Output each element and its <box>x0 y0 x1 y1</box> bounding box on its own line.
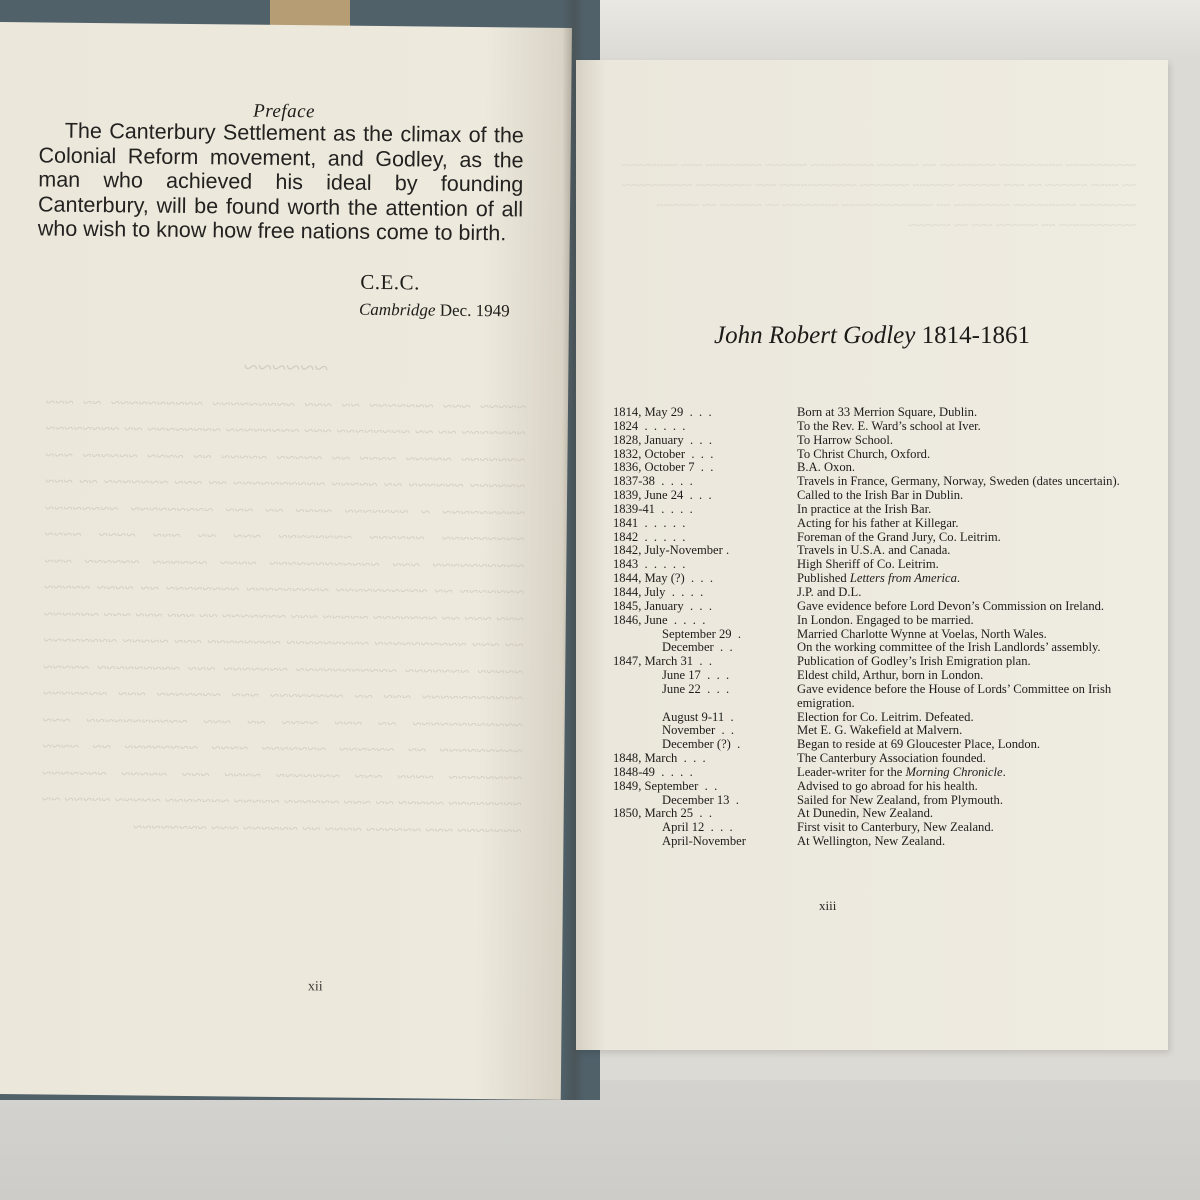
chronology-date: 1848, March . . . <box>613 752 706 766</box>
chronology-date: June 22 . . . <box>662 682 730 696</box>
chronology-row <box>613 489 1133 503</box>
running-head: Preface <box>253 100 316 123</box>
chronology-date: 1848-49 . . . . <box>613 765 693 779</box>
chronology-event: Called to the Irish Bar in Dublin. <box>797 488 964 503</box>
chronology-event: The Canterbury Association founded. <box>797 751 986 766</box>
chronology-row <box>613 752 1133 766</box>
chronology-date: 1839-41 . . . . <box>613 502 693 516</box>
chronology-event: At Dunedin, New Zealand. <box>797 806 934 821</box>
chronology-row <box>613 738 1133 752</box>
chronology-event: Met E. G. Wakefield at Malvern. <box>797 723 963 738</box>
chronology-list <box>613 406 1133 849</box>
chronology-event: Eldest child, Arthur, born in London. <box>797 668 984 683</box>
chronology-row <box>613 586 1133 600</box>
signoff-place: Cambridge <box>358 299 436 320</box>
chronology-row <box>613 669 1133 683</box>
cover-label-tab <box>270 0 350 26</box>
chronology-date: 1849, September . . <box>613 779 718 793</box>
chronology-date: 1843 . . . . . <box>613 558 686 572</box>
chronology-title <box>576 322 1168 350</box>
chronology-row <box>613 544 1133 558</box>
chronology-event: Married Charlotte Wynne at Voelas, North Wales. <box>797 626 1047 641</box>
title-years: 1814-1861 <box>921 322 1030 349</box>
chronology-event <box>797 572 1133 586</box>
chronology-date: 1850, March 25 . . <box>613 807 712 821</box>
chronology-date: 1844, July . . . . <box>613 585 704 599</box>
chronology-event: First visit to Canterbury, New Zealand. <box>797 820 994 835</box>
chronology-event: Foreman of the Grand Jury, Co. Leitrim. <box>797 529 1001 544</box>
chronology-row <box>613 517 1133 531</box>
chronology-event: Election for Co. Leitrim. Defeated. <box>797 709 974 724</box>
place-date-line <box>359 300 510 322</box>
chronology-row <box>613 724 1133 738</box>
title-name: John Robert Godley <box>714 322 916 349</box>
chronology-event: Travels in U.S.A. and Canada. <box>797 543 951 558</box>
chronology-row <box>613 614 1133 628</box>
page-number-right: xiii <box>819 898 837 913</box>
chronology-date: 1839, June 24 . . . <box>613 489 712 503</box>
chronology-row <box>613 420 1133 434</box>
chronology-date: 1824 . . . . . <box>613 419 686 433</box>
chronology-event: B.A. Oxon. <box>797 460 856 475</box>
chronology-date: November . . <box>662 724 735 738</box>
chronology-date: 1846, June . . . . <box>613 613 706 627</box>
chronology-row <box>613 780 1133 794</box>
chronology-row <box>613 766 1133 780</box>
chronology-row <box>613 821 1133 835</box>
chronology-date: 1847, March 31 . . <box>613 655 712 669</box>
chronology-date: September 29 . <box>662 627 742 641</box>
chronology-date: June 17 . . . <box>662 669 730 683</box>
chronology-event: In practice at the Irish Bar. <box>797 501 932 516</box>
left-page <box>0 22 572 1100</box>
chronology-date: April-November <box>662 835 746 849</box>
chronology-row <box>613 683 1133 711</box>
chronology-date: August 9-11 . <box>662 710 734 724</box>
chronology-event: Sailed for New Zealand, from Plymouth. <box>797 792 1004 807</box>
chronology-date: 1842, July-November . <box>613 544 730 558</box>
chronology-event: High Sheriff of Co. Leitrim. <box>797 557 939 572</box>
chronology-row <box>613 835 1133 849</box>
chronology-row <box>613 531 1133 545</box>
chronology-event: Gave evidence before the House of Lords’ Committee on Irish emigration. <box>797 681 1112 710</box>
chronology-date: 1845, January . . . <box>613 599 712 613</box>
chronology-event: Travels in France, Germany, Norway, Sweden (dates uncertain). <box>797 474 1120 489</box>
chronology-row <box>613 448 1133 462</box>
right-page <box>576 60 1168 1050</box>
event-italic-title: Morning Chronicle <box>905 764 1003 779</box>
chronology-row <box>613 641 1133 655</box>
chronology-row <box>613 600 1133 614</box>
chronology-event: To Christ Church, Oxford. <box>797 446 931 461</box>
preface-paragraph: The Canterbury Settlement as the climax of the Colonial Reform movement, and Godley, as the man who achieved his ideal by founding Canterbury, will be found worth the attention of all who wish to know how free nations come to birth. <box>37 118 524 246</box>
event-italic-title: Letters from America <box>849 571 957 586</box>
chronology-event: On the working committee of the Irish Landlords’ assembly. <box>797 640 1101 655</box>
chronology-row <box>613 572 1133 586</box>
chronology-date: December 13 . <box>662 793 739 807</box>
chronology-date: 1814, May 29 . . . <box>613 406 712 419</box>
event-text: Published <box>797 571 850 586</box>
show-through-text: ~~~~~~ ~~~~~ ~~~ ~~~~~~~ ~~ ~~~ ~~~~~~~~~ ~~~~~~~~~~ ~~ ~~~ ~~~~~~~ ~~ ~~ ~~~~~~~~ ~~~ ~~~~~~~~ ~~~~~~~~ ~~ ~~~~~~~~ ~~~~~~~ ~~~~~ ~~~~ ~~ ~~~~~ ~~~~~ ~~ ~~~~ ~~~~~~ ~~~ ~~~~~~ ~~~~~~ ~~ ~~~~~ ~~~~~~~~~~ ~~ ~~~ ~~~~~~~ ~~ ~~~ ~~~~~~~~~ ~ ~~~~~~~ ~~~~ ~~ ~~~ ~~~~~~~~~ ~~~~~~~~ ~~~~~~~~~ ~~~~~~ ~~~~~~~~ ~~~ ~~ ~~~ ~~~~ ~~~~ ~~~~~~~~~~ ~~~ ~~~~~~~~~~~~ ~~~~ ~~~~~~ ~~~~~~ ~~~ ~~~~~~~ ~~ ~~~~~~~~~~ ~~~~~~~~~ ~~~~~~~~ ~~ ~~~~ ~~~~~ ~~~ ~~~ ~~ ~~~~~~~ ~~~~~ ~~~ ~~~~~~~ ~~ ~~~ ~~~ ~~~ ~~~~~~ ~~ ~~~ ~~~~~~~~~~ ~~~~~~~~~ ~~~~~~~~ ~~~ ~~~~~ ~~~~~~~~ ~~~~~ ~~~~~~~ ~~~~~~~~~~~ ~~~~~~~ ~~~ ~~~~~~~~~ ~~~~~ ~~~~~~~~~~~ ~~~ ~~ ~~~~~~~~ ~~~ ~~~~~~~ ~~~ ~~~~~~~ ~~~~~~~~~~~~ ~~ ~~~ ~~~~ ~~ ~~~ ~~~~~~~~~~~ ~~~ ~~~~~~~~~ ~~ ~~~~~~ ~~~~~~~ ~~~~ ~~~~~~~~ ~~ ~~~~ ~~~~~~~~ ~~~~ ~~~ ~~~~~~~ ~~~~ ~~~ ~~~~~ ~~~~~~~ ~~~~~~~~ ~~~~~ ~~ ~~~ ~~~~~~ ~~~~~ ~~~~~~~ ~~~~~ ~~~~~ ~~ ~~~~~~~ ~~~ ~~~~~~ ~~~~ ~~ ~~~~~~ ~~~ ~~~~~~~~ <box>41 352 527 841</box>
chronology-row <box>613 711 1133 725</box>
chronology-date: 1832, October . . . <box>613 447 714 461</box>
chronology-event: To the Rev. E. Ward’s school at Iver. <box>797 418 981 433</box>
chronology-row <box>613 434 1133 448</box>
event-text: . <box>956 571 961 586</box>
chronology-date: 1836, October 7 . . <box>613 461 714 475</box>
chronology-event: Born at 33 Merrion Square, Dublin. <box>797 405 978 419</box>
chronology-row <box>613 807 1133 821</box>
chronology-row <box>613 475 1133 489</box>
chronology-row <box>613 558 1133 572</box>
chronology-row <box>613 628 1133 642</box>
chronology-date: 1842 . . . . . <box>613 530 686 544</box>
chronology-event: In London. Engaged to be married. <box>797 612 974 627</box>
chronology-row <box>613 655 1133 669</box>
chronology-row <box>613 406 1133 420</box>
chronology-event: Began to reside at 69 Gloucester Place, London. <box>797 737 1041 752</box>
chronology-date: December (?) . <box>662 738 741 752</box>
page-number-left: xii <box>307 979 323 995</box>
chronology-row <box>613 461 1133 475</box>
signoff-date: Dec. 1949 <box>439 300 510 321</box>
chronology-event: At Wellington, New Zealand. <box>797 834 946 849</box>
chronology-event: Advised to go abroad for his health. <box>797 778 978 793</box>
chronology-event: J.P. and D.L. <box>797 584 862 599</box>
chronology-date: 1841 . . . . . <box>613 516 686 530</box>
chronology-event: Gave evidence before Lord Devon’s Commission on Ireland. <box>797 598 1105 613</box>
event-text: Leader-writer for the <box>797 764 906 779</box>
chronology-row <box>613 794 1133 808</box>
author-initials: C.E.C. <box>360 269 421 295</box>
chronology-event <box>797 766 1133 780</box>
chronology-date: 1828, January . . . <box>613 433 712 447</box>
show-through-text: ~~~~~~~~~~ ~~~~~~~~~ ~~~~~~~~ ~~ ~~~~~~ ~~~~~~~~~ ~~~~~~ ~~~~~~~~ ~~~ ~~~~~~~~ ~~ ~~~~ ~~~~~~ ~~ ~~~ ~~~~~~ ~~~~~~ ~~~~~~~ ~~~~~~~~~~~ ~~~ ~~~~~~~~ ~~~~~~~~~~ ~~~~~~~~ ~~~~~~~~~ ~~~~~~~~ ~~ ~~~~~~~~~~~~~ ~~~~~~~~ ~~ ~~~~~~ ~~ ~~~~~~ ~~~~~~~~~~~ ~~ ~~~~~~ ~~~ ~~ ~~~~~~ <box>621 157 1136 232</box>
chronology-event: To Harrow School. <box>797 432 894 447</box>
chronology-date: December . . <box>662 641 733 655</box>
chronology-event: Acting for his father at Killegar. <box>797 515 959 530</box>
event-text: . <box>1002 764 1006 779</box>
chronology-event: Publication of Godley’s Irish Emigration plan. <box>797 654 1031 669</box>
chronology-date: 1844, May (?) . . . <box>613 572 714 586</box>
chronology-row <box>613 503 1133 517</box>
chronology-date: April 12 . . . <box>662 821 733 835</box>
chronology-date: 1837-38 . . . . <box>613 475 693 489</box>
